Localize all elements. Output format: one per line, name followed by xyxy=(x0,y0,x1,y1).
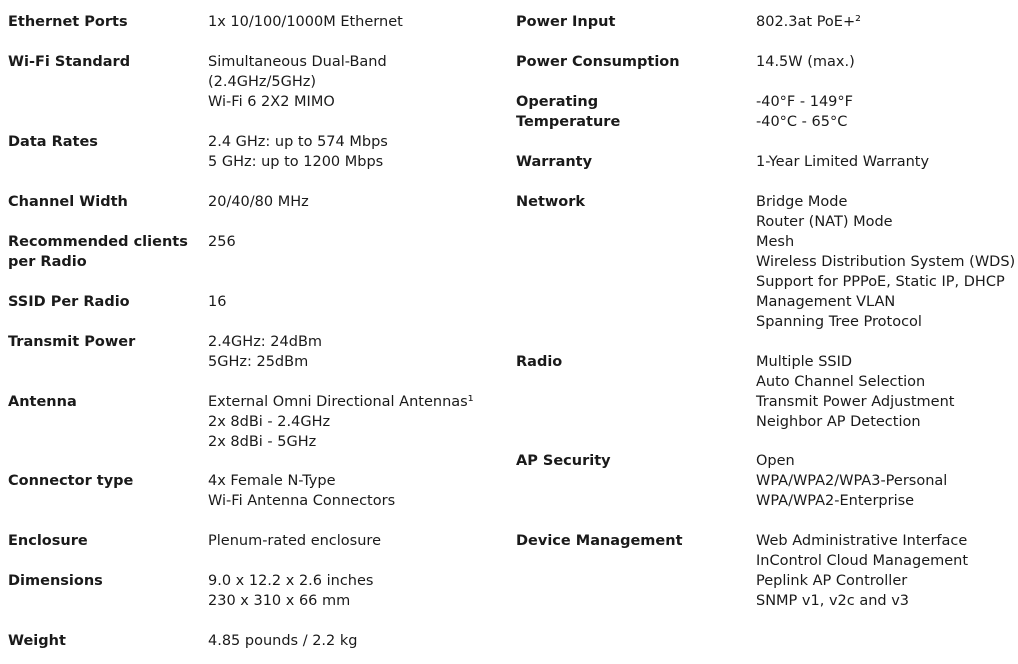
spec-value xyxy=(208,132,508,172)
spec-label: Dimensions xyxy=(8,573,103,589)
spec-value-line: 256 xyxy=(208,234,236,250)
spec-value xyxy=(756,12,1016,32)
spec-label: Data Rates xyxy=(8,134,98,150)
spec-value xyxy=(208,631,508,651)
spec-value-line: 2.4 GHz: up to 574 Mbps xyxy=(208,134,388,150)
spec-label: Operating Temperature xyxy=(516,94,621,130)
spec-value-line: Web Administrative Interface xyxy=(756,533,968,549)
spec-row-operating-temperature xyxy=(516,92,1016,152)
specs-right-column xyxy=(516,12,1016,611)
spec-value-line: Wireless Distribution System (WDS) xyxy=(756,254,1016,270)
spec-value-line: 2x 8dBi - 2.4GHz xyxy=(208,414,331,430)
spec-label: Connector type xyxy=(8,473,134,489)
spec-value xyxy=(208,471,508,511)
spec-value-line: -40°F - 149°F xyxy=(756,94,853,110)
spec-row-dimensions xyxy=(8,571,508,631)
spec-value-line: Auto Channel Selection xyxy=(756,374,926,390)
spec-value-line: SNMP v1, v2c and v3 xyxy=(756,593,910,609)
spec-value-line: Router (NAT) Mode xyxy=(756,214,893,230)
spec-row-recommended-clients xyxy=(8,232,508,292)
spec-row-ssid-per-radio xyxy=(8,292,508,332)
spec-value-line: Transmit Power Adjustment xyxy=(756,394,955,410)
spec-row-wifi-standard xyxy=(8,52,508,132)
spec-value-line: 802.3at PoE+² xyxy=(756,14,861,30)
spec-label: Recommended clients per Radio xyxy=(8,234,188,270)
specs-left-column xyxy=(8,12,508,653)
spec-value-line: Neighbor AP Detection xyxy=(756,414,921,430)
spec-value xyxy=(756,192,1016,332)
spec-row-connector-type xyxy=(8,471,508,531)
spec-value-line: External Omni Directional Antennas¹ xyxy=(208,394,474,410)
spec-value-line: Simultaneous Dual-Band xyxy=(208,54,387,70)
spec-row-antenna xyxy=(8,392,508,471)
spec-label: Weight xyxy=(8,633,66,649)
spec-value-line: WPA/WPA2-Enterprise xyxy=(756,493,915,509)
spec-value xyxy=(756,92,1016,132)
spec-value xyxy=(208,292,508,312)
spec-row-power-input xyxy=(516,12,1016,52)
spec-value-line: 20/40/80 MHz xyxy=(208,194,309,210)
spec-row-transmit-power xyxy=(8,332,508,392)
spec-value-line: -40°C - 65°C xyxy=(756,114,848,130)
spec-value-line: Bridge Mode xyxy=(756,194,848,210)
spec-value-line: Multiple SSID xyxy=(756,354,853,370)
spec-value-line: WPA/WPA2/WPA3-Personal xyxy=(756,473,948,489)
spec-value-line: 4x Female N-Type xyxy=(208,473,336,489)
spec-value-line: Spanning Tree Protocol xyxy=(756,314,922,330)
spec-row-ethernet-ports xyxy=(8,12,508,52)
spec-value-line: Management VLAN xyxy=(756,294,896,310)
spec-row-weight xyxy=(8,631,508,653)
spec-value xyxy=(208,52,508,112)
spec-value-line: (2.4GHz/5GHz) xyxy=(208,74,316,90)
spec-value-line: Open xyxy=(756,453,795,469)
spec-value-line: 4.85 pounds / 2.2 kg xyxy=(208,633,358,649)
spec-value xyxy=(208,12,508,32)
spec-row-warranty xyxy=(516,152,1016,192)
spec-label: Device Management xyxy=(516,533,683,549)
spec-value-line: Support for PPPoE, Static IP, DHCP xyxy=(756,274,1005,290)
spec-value-line: 5 GHz: up to 1200 Mbps xyxy=(208,154,384,170)
spec-label: SSID Per Radio xyxy=(8,294,130,310)
spec-value-line: Wi-Fi 6 2X2 MIMO xyxy=(208,94,335,110)
spec-label: Warranty xyxy=(516,154,593,170)
spec-value-line: 5GHz: 25dBm xyxy=(208,354,309,370)
spec-value xyxy=(756,451,1016,511)
spec-value-line: 16 xyxy=(208,294,227,310)
spec-label: Transmit Power xyxy=(8,334,136,350)
spec-row-enclosure xyxy=(8,531,508,571)
spec-value-line: Peplink AP Controller xyxy=(756,573,908,589)
spec-value xyxy=(208,571,508,611)
spec-value xyxy=(756,152,1016,172)
spec-value xyxy=(756,352,1016,432)
spec-label: Antenna xyxy=(8,394,77,410)
spec-value xyxy=(208,332,508,372)
spec-label: Network xyxy=(516,194,586,210)
spec-row-device-management xyxy=(516,531,1016,611)
spec-value-line: 9.0 x 12.2 x 2.6 inches xyxy=(208,573,374,589)
spec-value-line: 2.4GHz: 24dBm xyxy=(208,334,323,350)
spec-value xyxy=(208,192,508,212)
spec-row-ap-security xyxy=(516,451,1016,531)
spec-value xyxy=(756,52,1016,72)
spec-value-line: 2x 8dBi - 5GHz xyxy=(208,434,317,450)
spec-value xyxy=(208,232,508,252)
spec-value-line: 230 x 310 x 66 mm xyxy=(208,593,351,609)
spec-label: Enclosure xyxy=(8,533,88,549)
spec-row-network xyxy=(516,192,1016,352)
spec-label: Ethernet Ports xyxy=(8,14,128,30)
spec-row-data-rates xyxy=(8,132,508,192)
spec-row-channel-width xyxy=(8,192,508,232)
spec-label: AP Security xyxy=(516,453,611,469)
spec-value-line: Plenum-rated enclosure xyxy=(208,533,381,549)
spec-value-line: InControl Cloud Management xyxy=(756,553,969,569)
spec-label: Channel Width xyxy=(8,194,128,210)
spec-value-line: 1x 10/100/1000M Ethernet xyxy=(208,14,403,30)
spec-label: Radio xyxy=(516,354,563,370)
spec-value xyxy=(208,531,508,551)
spec-value xyxy=(756,531,1016,611)
spec-row-power-consumption xyxy=(516,52,1016,92)
spec-value-line: 14.5W (max.) xyxy=(756,54,855,70)
spec-label: Wi-Fi Standard xyxy=(8,54,131,70)
spec-value-line: Mesh xyxy=(756,234,795,250)
spec-label: Power Input xyxy=(516,14,616,30)
spec-value-line: Wi-Fi Antenna Connectors xyxy=(208,493,396,509)
spec-value-line: 1-Year Limited Warranty xyxy=(756,154,930,170)
spec-label: Power Consumption xyxy=(516,54,680,70)
spec-value xyxy=(208,392,508,452)
spec-row-radio xyxy=(516,352,1016,451)
